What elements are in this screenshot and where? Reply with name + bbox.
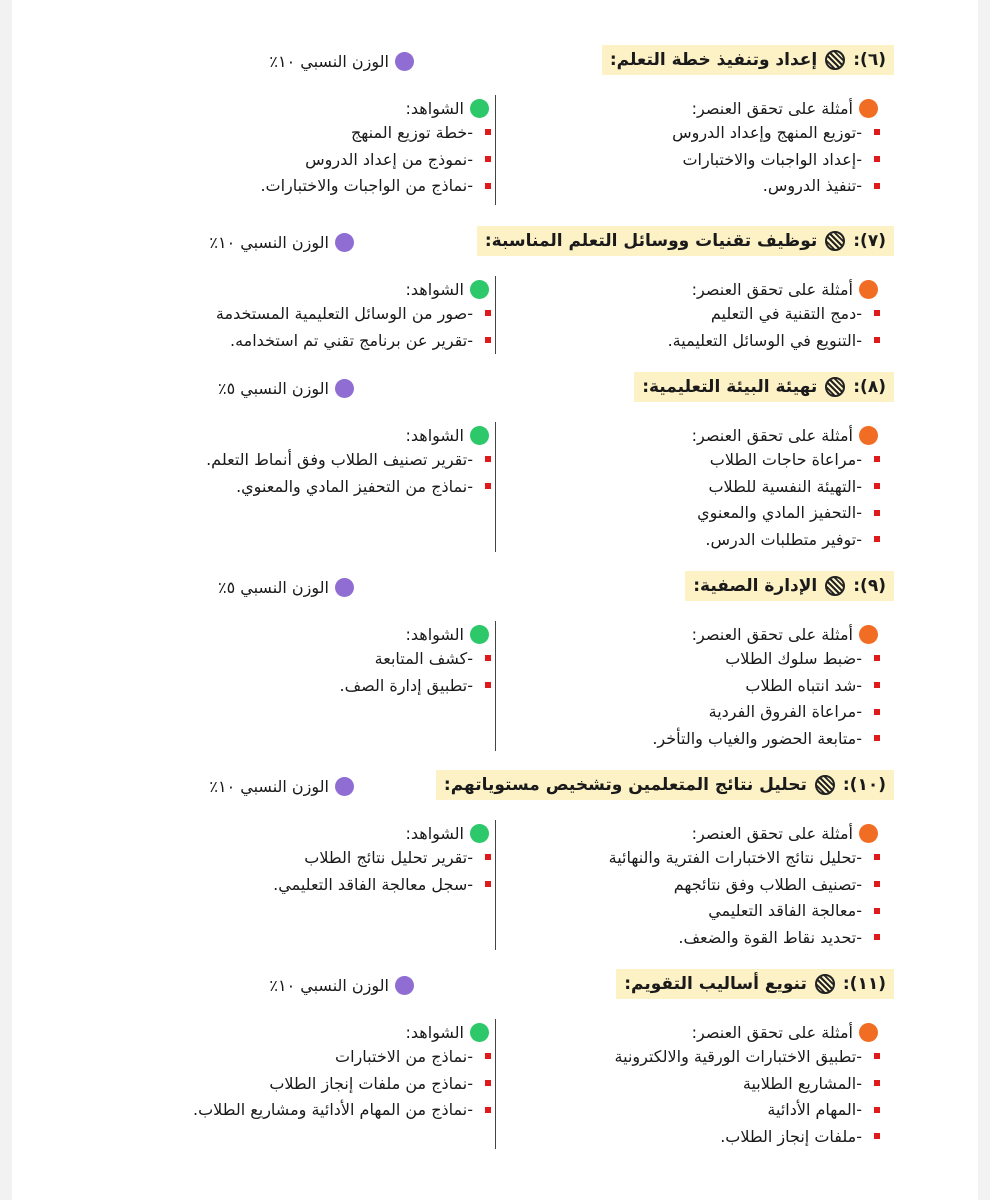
evidence-heading bbox=[63, 424, 489, 446]
page-edge-right bbox=[978, 0, 990, 1200]
evidence-text: -تقرير تصنيف الطلاب وفق أنماط التعلم. bbox=[206, 449, 473, 469]
column-divider bbox=[495, 820, 496, 950]
example-item bbox=[512, 327, 880, 354]
red-square-bullet-icon bbox=[874, 881, 880, 887]
purple-dot-icon bbox=[335, 379, 354, 398]
red-square-bullet-icon bbox=[874, 854, 880, 860]
section-title bbox=[477, 226, 894, 256]
evidence-column bbox=[63, 822, 473, 897]
examples-heading bbox=[512, 424, 878, 446]
evidence-label: الشواهد: bbox=[405, 1022, 464, 1042]
example-text: -المشاريع الطلابية bbox=[742, 1073, 862, 1093]
section-title-text: تحليل نتائج المتعلمين وتشخيص مستوياتهم: bbox=[443, 775, 807, 795]
orange-dot-icon bbox=[859, 625, 878, 644]
red-square-bullet-icon bbox=[874, 1080, 880, 1086]
orange-dot-icon bbox=[859, 824, 878, 843]
example-item bbox=[512, 645, 880, 672]
evidence-text: -نموذج من إعداد الدروس bbox=[305, 149, 473, 169]
example-item bbox=[512, 473, 880, 500]
red-square-bullet-icon bbox=[485, 456, 491, 462]
red-square-bullet-icon bbox=[874, 536, 880, 542]
red-square-bullet-icon bbox=[874, 183, 880, 189]
example-text: -تحليل نتائج الاختبارات الفترية والنهائية bbox=[608, 847, 862, 867]
example-item bbox=[512, 499, 880, 526]
examples-label: أمثلة على تحقق العنصر: bbox=[691, 1022, 853, 1042]
green-dot-icon bbox=[470, 625, 489, 644]
red-square-bullet-icon bbox=[874, 310, 880, 316]
relative-weight-text: الوزن النسبي ١٠٪ bbox=[269, 975, 389, 995]
section-number: (٦): bbox=[853, 50, 886, 70]
evidence-label: الشواهد: bbox=[405, 425, 464, 445]
red-square-bullet-icon bbox=[874, 682, 880, 688]
red-square-bullet-icon bbox=[485, 682, 491, 688]
evidence-text: -تقرير تحليل نتائج الطلاب bbox=[304, 847, 473, 867]
evidence-text: -تقرير عن برنامج تقني تم استخدامه. bbox=[230, 330, 473, 350]
red-square-bullet-icon bbox=[874, 908, 880, 914]
section-number: (٨): bbox=[853, 377, 886, 397]
red-square-bullet-icon bbox=[485, 483, 491, 489]
examples-heading bbox=[512, 278, 878, 300]
example-item bbox=[512, 172, 880, 199]
page-edge-left bbox=[0, 0, 12, 1200]
red-square-bullet-icon bbox=[485, 854, 491, 860]
purple-dot-icon bbox=[335, 777, 354, 796]
relative-weight bbox=[218, 577, 354, 597]
evidence-text: -خطة توزيع المنهج bbox=[350, 122, 473, 142]
green-dot-icon bbox=[470, 280, 489, 299]
purple-dot-icon bbox=[395, 52, 414, 71]
red-square-bullet-icon bbox=[874, 456, 880, 462]
section-title-text: الإدارة الصفية: bbox=[693, 576, 818, 596]
evidence-column bbox=[63, 424, 473, 499]
example-item bbox=[512, 1123, 880, 1150]
example-text: -تطبيق الاختبارات الورقية والالكترونية bbox=[614, 1046, 862, 1066]
section-number: (١٠): bbox=[842, 775, 886, 795]
example-text: -التحفيز المادي والمعنوي bbox=[697, 503, 862, 523]
hatched-circle-icon bbox=[825, 576, 845, 596]
examples-heading bbox=[512, 1021, 878, 1043]
example-text: -توفير متطلبات الدرس. bbox=[705, 529, 862, 549]
example-text: -دمج التقنية في التعليم bbox=[710, 303, 862, 323]
relative-weight bbox=[269, 51, 414, 71]
relative-weight-text: الوزن النسبي ٥٪ bbox=[217, 378, 329, 398]
green-dot-icon bbox=[470, 824, 489, 843]
evidence-heading bbox=[63, 623, 489, 645]
red-square-bullet-icon bbox=[874, 1107, 880, 1113]
relative-weight bbox=[269, 975, 414, 995]
example-item bbox=[512, 844, 880, 871]
evidence-item bbox=[63, 1043, 491, 1070]
evidence-text: -تطبيق إدارة الصف. bbox=[339, 675, 473, 695]
column-divider bbox=[495, 422, 496, 552]
green-dot-icon bbox=[470, 1023, 489, 1042]
example-item bbox=[512, 1043, 880, 1070]
orange-dot-icon bbox=[859, 1023, 878, 1042]
example-item bbox=[512, 446, 880, 473]
evidence-text: -نماذج من المهام الأدائية ومشاريع الطلاب. bbox=[193, 1100, 473, 1120]
red-square-bullet-icon bbox=[874, 655, 880, 661]
examples-column bbox=[512, 822, 862, 951]
red-square-bullet-icon bbox=[485, 1053, 491, 1059]
examples-heading bbox=[512, 97, 878, 119]
relative-weight-text: الوزن النسبي ١٠٪ bbox=[209, 232, 329, 252]
example-item bbox=[512, 300, 880, 327]
examples-column bbox=[512, 424, 862, 553]
red-square-bullet-icon bbox=[874, 483, 880, 489]
section-number: (٧): bbox=[853, 231, 886, 251]
evidence-item bbox=[63, 300, 491, 327]
evidence-item bbox=[63, 119, 491, 146]
examples-label: أمثلة على تحقق العنصر: bbox=[691, 425, 853, 445]
example-item bbox=[512, 146, 880, 173]
example-text: -إعداد الواجبات والاختبارات bbox=[682, 149, 862, 169]
examples-column bbox=[512, 97, 862, 199]
relative-weight bbox=[218, 378, 354, 398]
evidence-text: -كشف المتابعة bbox=[374, 648, 473, 668]
green-dot-icon bbox=[470, 426, 489, 445]
relative-weight bbox=[209, 776, 354, 796]
red-square-bullet-icon bbox=[874, 735, 880, 741]
red-square-bullet-icon bbox=[485, 337, 491, 343]
evidence-item bbox=[63, 871, 491, 898]
examples-label: أمثلة على تحقق العنصر: bbox=[691, 624, 853, 644]
evidence-item bbox=[63, 172, 491, 199]
examples-column bbox=[512, 278, 862, 353]
orange-dot-icon bbox=[859, 426, 878, 445]
example-text: -متابعة الحضور والغياب والتأخر. bbox=[652, 728, 862, 748]
evidence-label: الشواهد: bbox=[405, 98, 464, 118]
examples-column bbox=[512, 1021, 862, 1150]
hatched-circle-icon bbox=[825, 50, 845, 70]
example-item bbox=[512, 725, 880, 752]
example-text: -المهام الأدائية bbox=[767, 1100, 862, 1120]
red-square-bullet-icon bbox=[874, 129, 880, 135]
red-square-bullet-icon bbox=[874, 337, 880, 343]
evidence-item bbox=[63, 327, 491, 354]
red-square-bullet-icon bbox=[485, 156, 491, 162]
red-square-bullet-icon bbox=[485, 183, 491, 189]
red-square-bullet-icon bbox=[485, 655, 491, 661]
example-text: -توزيع المنهج وإعداد الدروس bbox=[672, 122, 862, 142]
evidence-item bbox=[63, 844, 491, 871]
relative-weight bbox=[209, 232, 354, 252]
section-title-text: إعداد وتنفيذ خطة التعلم: bbox=[609, 50, 818, 70]
red-square-bullet-icon bbox=[485, 310, 491, 316]
evidence-column bbox=[63, 1021, 473, 1123]
example-text: -التنويع في الوسائل التعليمية. bbox=[667, 330, 862, 350]
hatched-circle-icon bbox=[825, 377, 845, 397]
evidence-text: -صور من الوسائل التعليمية المستخدمة bbox=[215, 303, 473, 323]
example-text: -ضبط سلوك الطلاب bbox=[725, 648, 862, 668]
evidence-column bbox=[63, 623, 473, 698]
example-text: -التهيئة النفسية للطلاب bbox=[708, 476, 862, 496]
evidence-heading bbox=[63, 822, 489, 844]
evidence-text: -نماذج من الاختبارات bbox=[335, 1046, 473, 1066]
evidence-item bbox=[63, 146, 491, 173]
evidence-heading bbox=[63, 97, 489, 119]
red-square-bullet-icon bbox=[874, 1053, 880, 1059]
red-square-bullet-icon bbox=[874, 156, 880, 162]
purple-dot-icon bbox=[395, 976, 414, 995]
section-number: (١١): bbox=[842, 974, 886, 994]
red-square-bullet-icon bbox=[485, 1107, 491, 1113]
column-divider bbox=[495, 276, 496, 354]
example-item bbox=[512, 119, 880, 146]
section-title bbox=[616, 969, 894, 999]
example-item bbox=[512, 871, 880, 898]
example-item bbox=[512, 897, 880, 924]
example-text: -معالجة الفاقد التعليمي bbox=[708, 901, 862, 921]
section-title bbox=[634, 372, 894, 402]
evidence-item bbox=[63, 1070, 491, 1097]
examples-label: أمثلة على تحقق العنصر: bbox=[691, 98, 853, 118]
examples-heading bbox=[512, 623, 878, 645]
purple-dot-icon bbox=[335, 578, 354, 597]
example-item bbox=[512, 924, 880, 951]
relative-weight-text: الوزن النسبي ١٠٪ bbox=[269, 51, 389, 71]
example-text: -ملفات إنجاز الطلاب. bbox=[720, 1126, 862, 1146]
orange-dot-icon bbox=[859, 99, 878, 118]
red-square-bullet-icon bbox=[874, 934, 880, 940]
hatched-circle-icon bbox=[825, 231, 845, 251]
example-item bbox=[512, 1070, 880, 1097]
hatched-circle-icon bbox=[815, 775, 835, 795]
examples-heading bbox=[512, 822, 878, 844]
examples-label: أمثلة على تحقق العنصر: bbox=[691, 823, 853, 843]
example-text: -شد انتباه الطلاب bbox=[745, 675, 862, 695]
evidence-label: الشواهد: bbox=[405, 624, 464, 644]
green-dot-icon bbox=[470, 99, 489, 118]
section-title-text: توظيف تقنيات ووسائل التعلم المناسبة: bbox=[484, 231, 818, 251]
section-title bbox=[602, 45, 894, 75]
column-divider bbox=[495, 1019, 496, 1149]
evidence-label: الشواهد: bbox=[405, 823, 464, 843]
examples-label: أمثلة على تحقق العنصر: bbox=[691, 279, 853, 299]
evidence-column bbox=[63, 278, 473, 353]
section-number: (٩): bbox=[853, 576, 886, 596]
evidence-heading bbox=[63, 1021, 489, 1043]
red-square-bullet-icon bbox=[485, 881, 491, 887]
red-square-bullet-icon bbox=[874, 510, 880, 516]
section-title bbox=[685, 571, 894, 601]
red-square-bullet-icon bbox=[485, 1080, 491, 1086]
evidence-text: -سجل معالجة الفاقد التعليمي. bbox=[273, 874, 473, 894]
red-square-bullet-icon bbox=[874, 709, 880, 715]
evidence-item bbox=[63, 1096, 491, 1123]
column-divider bbox=[495, 95, 496, 205]
relative-weight-text: الوزن النسبي ١٠٪ bbox=[209, 776, 329, 796]
example-item bbox=[512, 1096, 880, 1123]
evidence-item bbox=[63, 473, 491, 500]
red-square-bullet-icon bbox=[485, 129, 491, 135]
section-title-text: تنويع أساليب التقويم: bbox=[624, 974, 807, 994]
hatched-circle-icon bbox=[815, 974, 835, 994]
evidence-item bbox=[63, 645, 491, 672]
example-text: -مراعاة حاجات الطلاب bbox=[709, 449, 862, 469]
example-text: -مراعاة الفروق الفردية bbox=[708, 702, 862, 722]
section-title bbox=[436, 770, 894, 800]
column-divider bbox=[495, 621, 496, 751]
example-item bbox=[512, 526, 880, 553]
evidence-text: -نماذج من التحفيز المادي والمعنوي. bbox=[236, 476, 473, 496]
evidence-text: -نماذج من الواجبات والاختبارات. bbox=[260, 176, 473, 196]
examples-column bbox=[512, 623, 862, 752]
example-item bbox=[512, 672, 880, 699]
red-square-bullet-icon bbox=[874, 1133, 880, 1139]
evidence-heading bbox=[63, 278, 489, 300]
orange-dot-icon bbox=[859, 280, 878, 299]
example-item bbox=[512, 698, 880, 725]
example-text: -تصنيف الطلاب وفق نتائجهم bbox=[673, 874, 862, 894]
example-text: -تحديد نقاط القوة والضعف. bbox=[678, 927, 862, 947]
section-title-text: تهيئة البيئة التعليمية: bbox=[642, 377, 818, 397]
evidence-text: -نماذج من ملفات إنجاز الطلاب bbox=[269, 1073, 473, 1093]
relative-weight-text: الوزن النسبي ٥٪ bbox=[217, 577, 329, 597]
purple-dot-icon bbox=[335, 233, 354, 252]
evidence-item bbox=[63, 446, 491, 473]
evidence-item bbox=[63, 672, 491, 699]
evidence-column bbox=[63, 97, 473, 199]
evidence-label: الشواهد: bbox=[405, 279, 464, 299]
example-text: -تنفيذ الدروس. bbox=[762, 176, 862, 196]
